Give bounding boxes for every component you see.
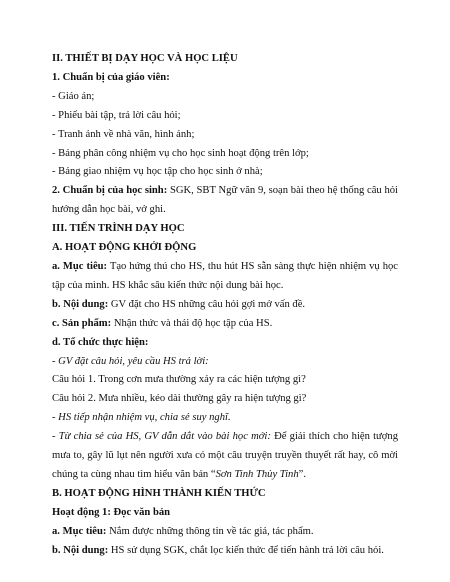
student-prep-paragraph (52, 182, 398, 220)
question-2: Câu hỏi 2. Mưa nhiều, kéo dài thường gây ra hiện tượng gì? (52, 393, 307, 405)
teacher-prep-label: 1. Chuẩn bị của giáo viên: (52, 71, 170, 83)
section-heading-equipment: II. THIẾT BỊ DẠY HỌC VÀ HỌC LIỆU (52, 53, 238, 64)
student-response-step: - HS tiếp nhận nhiệm vụ, chia sẻ suy nghĩ. (52, 412, 231, 424)
activity-a-product (52, 315, 398, 334)
activity-a-goal (52, 258, 398, 296)
lead-in-end: ”. (298, 468, 307, 480)
goal-label: a. Mục tiêu: (52, 525, 107, 537)
content-label: b. Nội dung: (52, 544, 109, 556)
story-title: Sơn Tinh Thủy Tinh (215, 468, 299, 480)
lead-in-paragraph (52, 428, 398, 485)
content-text: HS sử dụng SGK, chắt lọc kiến thức để tiến hành trả lời câu hỏi. (108, 544, 384, 556)
section-heading-process: III. TIẾN TRÌNH DẠY HỌC (52, 223, 185, 235)
teacher-item-4: - Bảng phân công nhiệm vụ cho học sinh hoạt động trên lớp; (52, 147, 309, 159)
teacher-item-3: - Tranh ảnh về nhà văn, hình ảnh; (52, 128, 195, 140)
product-text: Nhận thức và thái độ học tập của HS. (111, 317, 273, 329)
product-label: c. Sản phẩm: (52, 317, 112, 329)
goal-text: Tạo hứng thú cho HS, thu hút HS sẵn sàng thực hiện nhiệm vụ học tập của mình. HS khắc sâu kiến thức nội dung bài học. (52, 260, 398, 291)
teacher-asks-step: - GV đặt câu hỏi, yêu cầu HS trả lời: (52, 355, 209, 367)
student-prep-label: 2. Chuẩn bị của học sinh: (52, 185, 168, 197)
student-prep-text: SGK, SBT Ngữ văn 9, soạn bài theo hệ thống câu hỏi hướng dẫn học bài, vở ghi. (52, 185, 398, 216)
content-text: GV đặt cho HS những câu hỏi gợi mở vấn đề. (108, 298, 306, 310)
lead-in-text: Để giải thích cho hiện tượng mưa to, gây lũ lụt nên người xưa có một câu truyện truyền thuyết rất hay, cô mời chúng ta cùng nhau tìm hiểu văn bản “ (52, 431, 398, 480)
activity-a-heading: A. HOẠT ĐỘNG KHỞI ĐỘNG (52, 242, 197, 254)
activity-b-heading: B. HOẠT ĐỘNG HÌNH THÀNH KIẾN THỨC (52, 487, 266, 499)
lead-in-italic: - Từ chia sẻ của HS, GV dẫn dắt vào bài học mới: (52, 431, 271, 443)
goal-text: Nắm được những thông tin về tác giả, tác phẩm. (106, 525, 314, 537)
content-label: b. Nội dung: (52, 298, 109, 310)
teacher-item-2: - Phiếu bài tập, trả lời câu hỏi; (52, 109, 181, 121)
activity-b-goal (52, 523, 398, 542)
question-1: Câu hỏi 1. Trong cơn mưa thường xảy ra các hiện tượng gì? (52, 374, 306, 386)
activity-1-heading: Hoạt động 1: Đọc văn bản (52, 506, 171, 518)
activity-a-content (52, 296, 398, 315)
organization-label: d. Tổ chức thực hiện: (52, 336, 149, 348)
goal-label: a. Mục tiêu: (52, 260, 108, 272)
activity-b-content (52, 542, 398, 561)
teacher-item-5: - Bảng giao nhiệm vụ học tập cho học sinh ở nhà; (52, 166, 263, 178)
teacher-item-1: - Giáo án; (52, 90, 95, 102)
